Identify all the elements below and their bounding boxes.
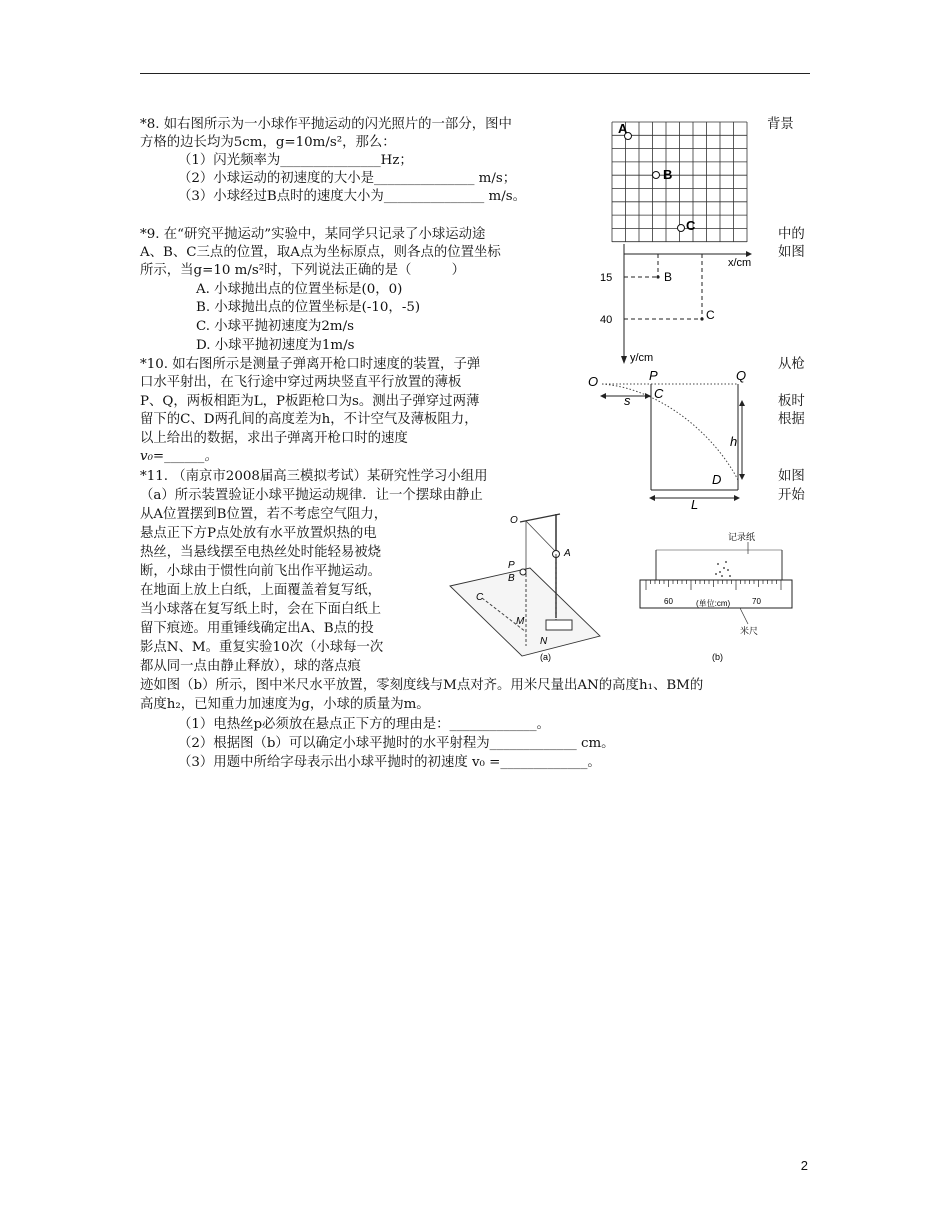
q10-side-text-1: 从枪 xyxy=(778,357,805,372)
q8-sub1: （1）闪光频率为_______________Hz； xyxy=(178,153,413,168)
page-number: 2 xyxy=(800,1158,808,1173)
q11-line1: *11. （南京市2008届高三模拟考试）某研究性学习小组用 xyxy=(140,469,488,484)
label-b: B xyxy=(663,167,673,182)
svg-text:B: B xyxy=(664,270,673,284)
q8-line2: 方格的边长均为5cm，g=10m/s²，那么： xyxy=(140,135,396,150)
q10-bullet-figure xyxy=(588,368,763,512)
q10-line2: 口水平射出，在飞行途中穿过两块竖直平行放置的薄板 xyxy=(140,375,462,390)
q11-line11: 都从同一点由静止释放），球的落点痕 xyxy=(140,659,361,674)
q11-line10: 影点N、M。重复实验10次（小球每一次 xyxy=(140,640,384,655)
svg-text:x/cm: x/cm xyxy=(728,257,752,269)
q9-side-text-2: 如图 xyxy=(778,245,805,260)
svg-text:(b): (b) xyxy=(712,652,723,662)
q9-line3: 所示，当g=10 m/s²时，下列说法正确的是（ ） xyxy=(140,263,465,278)
q10-line5: 以上给出的数据，求出子弹离开枪口时的速度 xyxy=(140,431,408,446)
q9-line1: *9. 在“研究平抛运动”实验中，某同学只记录了小球运动途 xyxy=(140,227,486,242)
q9-option-c: C. 小球平抛初速度为2m/s xyxy=(196,319,355,334)
label-c: C xyxy=(686,218,696,233)
svg-text:15: 15 xyxy=(600,272,613,284)
svg-text:Q: Q xyxy=(736,368,747,383)
q11-line7: 在地面上放上白纸，上面覆盖着复写纸， xyxy=(140,583,382,598)
q9-option-b: B. 小球抛出点的位置坐标是(-10，-5) xyxy=(196,300,421,315)
svg-text:70: 70 xyxy=(752,597,761,606)
q8-line1: *8. 如右图所示为一小球作平抛运动的闪光照片的一部分，图中 xyxy=(140,117,512,132)
q11-sub2: （2）根据图（b）可以确定小球平抛时的水平射程为_____________ cm。 xyxy=(178,736,615,751)
label-a: A xyxy=(618,121,628,136)
svg-text:O: O xyxy=(588,374,599,389)
point-b xyxy=(653,172,660,179)
q11-figure-a xyxy=(448,508,618,660)
q11-line13: 高度h₂，已知重力加速度为g，小球的质量为m。 xyxy=(140,697,430,712)
q10-line4: 留下的C、D两孔间的高度差为h，不计空气及薄板阻力， xyxy=(140,412,478,427)
svg-text:60: 60 xyxy=(664,597,673,606)
q8-sub2: （2）小球运动的初速度的大小是_______________ m/s； xyxy=(178,171,517,186)
q10-line3: P、Q，两板相距为L，P板距枪口为s。测出子弹穿过两薄 xyxy=(140,394,480,409)
svg-text:y/cm: y/cm xyxy=(630,352,654,364)
q8-grid-figure xyxy=(612,122,752,242)
svg-text:L: L xyxy=(691,497,699,512)
q11-line9: 留下痕迹。用重锤线确定出A、B点的投 xyxy=(140,621,374,636)
q9-option-d: D. 小球平抛初速度为1m/s xyxy=(196,338,355,353)
q11-line4: 悬点正下方P点处放有水平放置炽热的电 xyxy=(140,526,377,541)
svg-text:40: 40 xyxy=(600,314,613,326)
svg-text:(单位:cm): (单位:cm) xyxy=(696,599,731,608)
q11-line12: 迹如图（b）所示，图中米尺水平放置，零刻度线与M点对齐。用米尺量出AN的高度h₁、BM的 xyxy=(140,678,704,693)
svg-text:P: P xyxy=(649,368,658,383)
svg-text:s: s xyxy=(624,393,631,408)
impact-marks xyxy=(715,561,731,577)
q10-line1: *10. 如右图所示是测量子弹离开枪口时速度的装置，子弹 xyxy=(140,357,481,372)
svg-text:O: O xyxy=(510,515,518,526)
svg-text:P: P xyxy=(508,560,515,571)
point-c xyxy=(678,225,685,232)
q8-sub3: （3）小球经过B点时的速度大小为_______________ m/s。 xyxy=(178,189,526,204)
svg-text:记录纸: 记录纸 xyxy=(728,532,756,542)
q10-line6: v₀=______。 xyxy=(140,449,218,464)
q11-line2: （a）所示装置验证小球平抛运动规律．让一个摆球由静止 xyxy=(140,488,483,503)
q9-side-text-1: 中的 xyxy=(778,227,805,242)
q10-side-text-3: 根据 xyxy=(778,412,805,427)
q11-sub1: （1）电热丝p必须放在悬点正下方的理由是：_____________。 xyxy=(178,717,550,732)
svg-text:C: C xyxy=(654,386,664,401)
q11-line5: 热丝，当悬线摆至电热丝处时能轻易被烧 xyxy=(140,545,382,560)
q9-line2: A、B、C三点的位置，取A点为坐标原点，则各点的位置坐标 xyxy=(140,245,501,260)
svg-text:D: D xyxy=(712,472,722,487)
q11-side-text-2: 开始 xyxy=(778,488,805,503)
svg-text:米尺: 米尺 xyxy=(740,626,759,636)
q10-side-text-2: 板时 xyxy=(778,394,805,409)
svg-text:N: N xyxy=(540,636,548,647)
svg-text:C: C xyxy=(706,308,715,322)
q8-side-text: 背景 xyxy=(767,117,794,132)
q11-line3: 从A位置摆到B位置，若不考虑空气阻力， xyxy=(140,507,388,522)
q9-option-a: A. 小球抛出点的位置坐标是(0，0) xyxy=(196,282,403,297)
svg-text:(a): (a) xyxy=(540,652,551,662)
q11-figure-b xyxy=(636,530,796,662)
svg-text:B: B xyxy=(508,573,515,584)
svg-text:h: h xyxy=(730,434,738,449)
q11-side-text-1: 如图 xyxy=(778,469,805,484)
header-rule xyxy=(140,73,810,74)
svg-text:C: C xyxy=(476,592,484,603)
svg-text:M: M xyxy=(516,616,525,627)
q9-coordinate-figure xyxy=(596,240,766,368)
q11-line8: 当小球落在复写纸上时，会在下面白纸上 xyxy=(140,602,382,617)
svg-text:A: A xyxy=(564,548,571,559)
q11-line6: 断，小球由于惯性向前飞出作平抛运动。 xyxy=(140,564,382,579)
q11-sub3: （3）用题中所给字母表示出小球平抛时的初速度 v₀ =_____________。 xyxy=(178,755,601,770)
